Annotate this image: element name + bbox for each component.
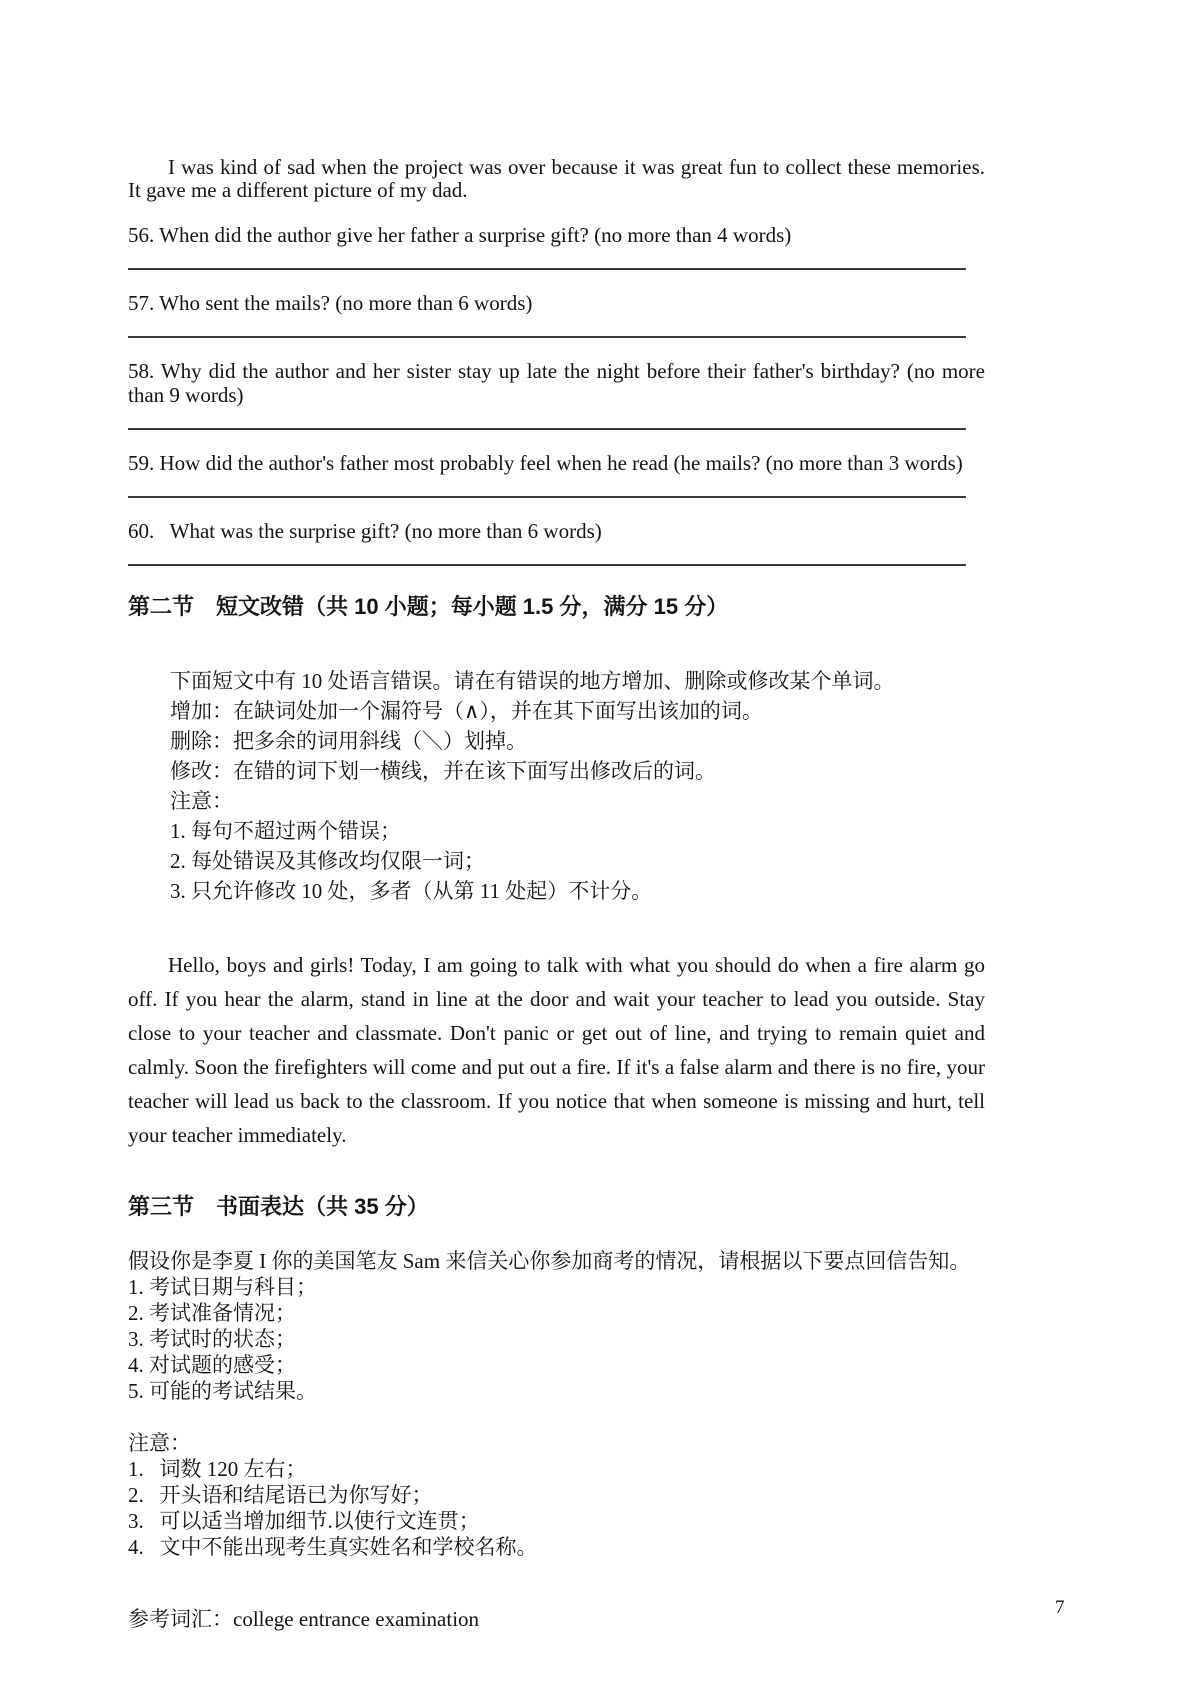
writing-notes-label: 注意： bbox=[128, 1431, 191, 1455]
question-58: 58. Why did the author and her sister stay up late the night before their father's birthday? (no more than 9 words) bbox=[128, 359, 991, 407]
section2-title: 第二节 短文改错（共 10 小题；每小题 1.5 分，满分 15 分） bbox=[128, 594, 729, 619]
writing-note-4: 4. 文中不能出现考生真实姓名和学校名称。 bbox=[128, 1535, 538, 1559]
instruction-delete: 删除：把多余的词用斜线（＼）划掉。 bbox=[170, 729, 527, 753]
writing-note-3: 3. 可以适当增加细节.以使行文连贯； bbox=[128, 1509, 480, 1533]
instruction-note-1: 1. 每句不超过两个错误； bbox=[170, 819, 401, 843]
instruction-modify: 修改：在错的词下划一横线，并在该下面写出修改后的词。 bbox=[170, 759, 716, 783]
answer-line-60 bbox=[128, 564, 966, 566]
instruction-note-3: 3. 只允许修改 10 处，多者（从第 11 处起）不计分。 bbox=[170, 879, 653, 903]
writing-point-2: 2. 考试准备情况； bbox=[128, 1301, 296, 1325]
answer-line-56 bbox=[128, 268, 966, 270]
writing-points bbox=[128, 1274, 985, 1404]
instruction-overview: 下面短文中有 10 处语言错误。请在有错误的地方增加、删除或修改某个单词。 bbox=[170, 669, 895, 693]
writing-note-1: 1. 词数 120 左右； bbox=[128, 1457, 307, 1481]
answer-line-59 bbox=[128, 496, 966, 498]
correction-passage: Hello, boys and girls! Today, I am going to talk with what you should do when a fire alarm go off. If you hear the alarm, stand in line at the door and wait your teacher to lead you outside. Stay close to your teacher and classmate. Don't panic or get out of line, and trying to remain quiet and calmly. Soon the firefighters will come and put out a fire. If it's a false alarm and there is no fire, your teacher will lead us back to the classroom. If you notice that when someone is missing and hurt, tell your teacher immediately. bbox=[128, 953, 991, 1147]
writing-note-2: 2. 开头语和结尾语已为你写好； bbox=[128, 1483, 433, 1507]
question-59: 59. How did the author's father most probably feel when he read (he mails? (no more than 3 words) bbox=[128, 451, 963, 475]
reference-vocabulary: 参考词汇：college entrance examination bbox=[128, 1607, 480, 1631]
answer-line-58 bbox=[128, 428, 966, 430]
section2-instructions bbox=[128, 666, 985, 906]
writing-point-1: 1. 考试日期与科目； bbox=[128, 1275, 317, 1299]
question-60: 60. What was the surprise gift? (no more than 6 words) bbox=[128, 519, 602, 543]
instruction-note-2: 2. 每处错误及其修改均仅限一词； bbox=[170, 849, 485, 873]
writing-point-4: 4. 对试题的感受； bbox=[128, 1353, 296, 1377]
reading-intro-paragraph: I was kind of sad when the project was over because it was great fun to collect these memories. It gave me a different picture of my dad. bbox=[128, 155, 991, 202]
section3-title: 第三节 书面表达（共 35 分） bbox=[128, 1194, 429, 1219]
writing-prompt: 假设你是李夏 I 你的美国笔友 Sam 来信关心你参加商考的情况，请根据以下要点回信告知。 bbox=[128, 1249, 971, 1273]
question-56: 56. When did the author give her father a surprise gift? (no more than 4 words) bbox=[128, 223, 792, 247]
writing-point-5: 5. 可能的考试结果。 bbox=[128, 1379, 317, 1403]
question-57: 57. Who sent the mails? (no more than 6 words) bbox=[128, 291, 533, 315]
answer-line-57 bbox=[128, 336, 966, 338]
writing-notes bbox=[128, 1456, 985, 1560]
instruction-add: 增加：在缺词处加一个漏符号（∧），并在其下面写出该加的词。 bbox=[170, 699, 763, 723]
page-number: 7 bbox=[1055, 1597, 1065, 1618]
writing-point-3: 3. 考试时的状态； bbox=[128, 1327, 296, 1351]
reading-questions bbox=[128, 223, 991, 566]
instruction-note-label: 注意： bbox=[170, 789, 233, 813]
